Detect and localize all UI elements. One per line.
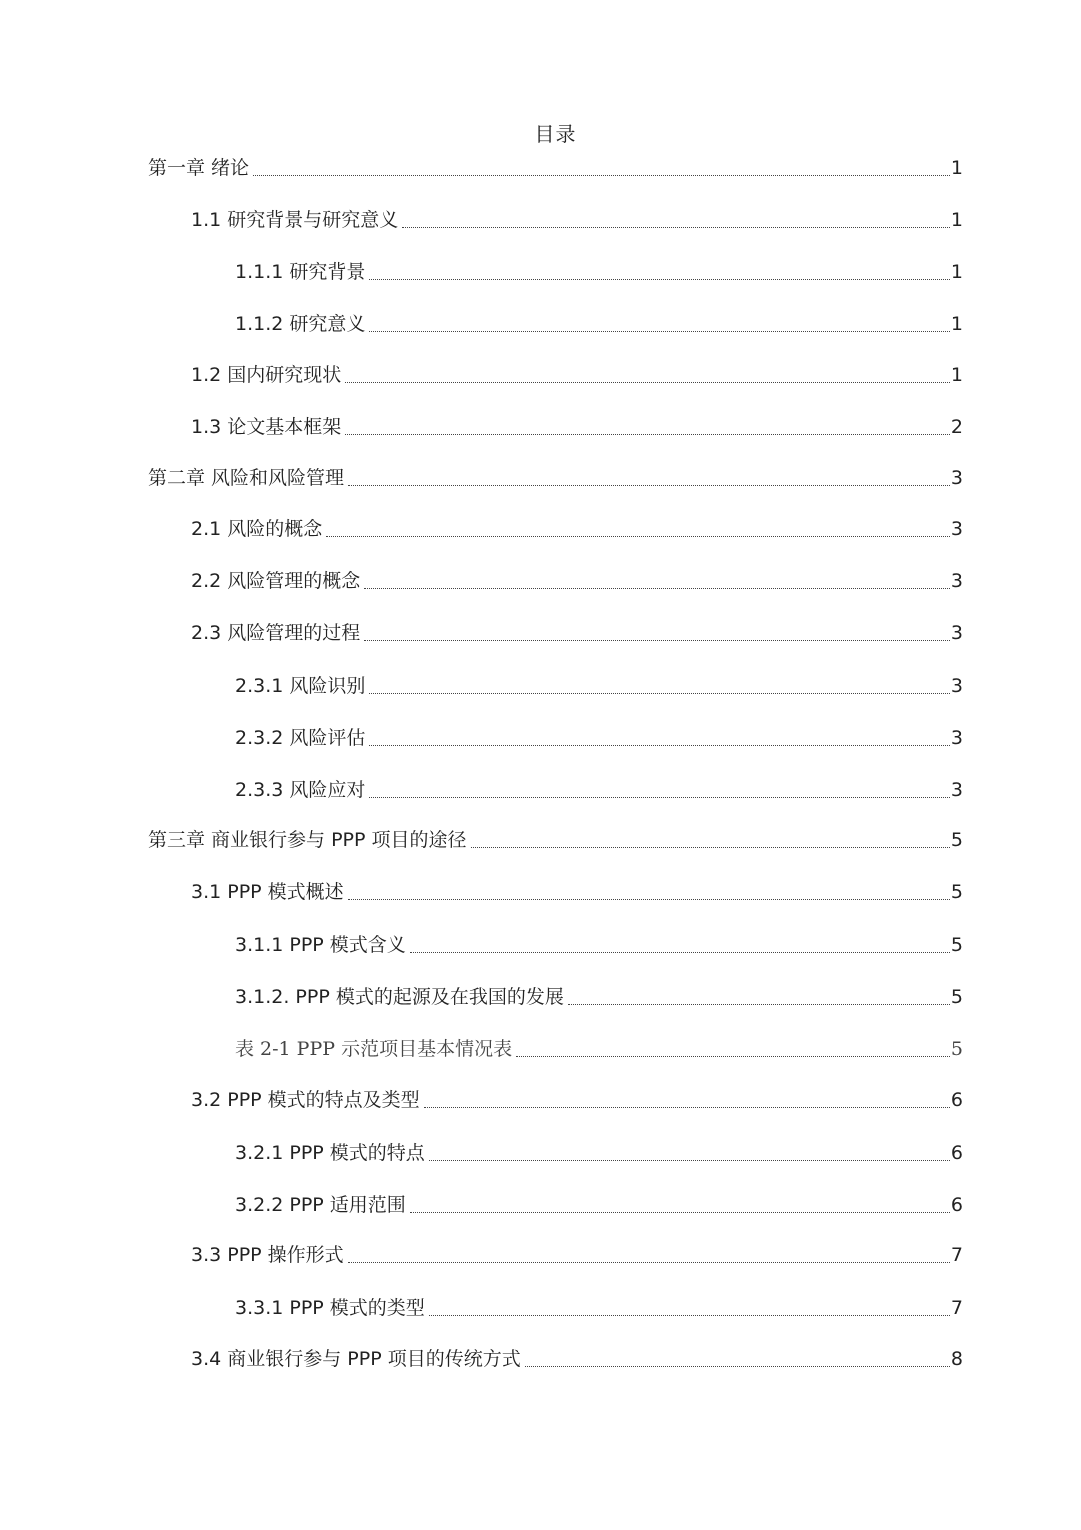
- toc-entry-label: 2.1 风险的概念: [191, 518, 323, 540]
- dot-leader: [568, 1003, 950, 1005]
- toc-entry-label: 3.1.2. PPP 模式的起源及在我国的发展: [235, 986, 564, 1008]
- dot-leader: [525, 1365, 950, 1367]
- toc-entry-page-number: 3: [950, 727, 963, 749]
- toc-entry-page-number: 3: [950, 779, 963, 801]
- toc-entry-label: 1.2 国内研究现状: [191, 364, 342, 386]
- toc-entry-label: 1.1.1 研究背景: [235, 261, 366, 283]
- toc-entry-section-2-3-3[interactable]: [235, 773, 963, 803]
- toc-entry-page-number: 3: [950, 622, 963, 644]
- toc-entry-page-number: 1: [950, 364, 963, 386]
- dot-leader: [402, 226, 950, 228]
- toc-entry-label: 第二章 风险和风险管理: [148, 467, 345, 489]
- dot-leader: [364, 639, 950, 641]
- dot-leader: [424, 1106, 950, 1108]
- dot-leader: [348, 898, 950, 900]
- dot-leader: [345, 433, 950, 435]
- toc-entry-page-number: 5: [950, 986, 963, 1008]
- dot-leader: [410, 1211, 950, 1213]
- toc-entry-page-number: 5: [950, 1038, 963, 1060]
- toc-entry-page-number: 8: [950, 1348, 963, 1370]
- toc-entry-section-3-3[interactable]: [191, 1238, 963, 1268]
- toc-entry-label: 3.2.2 PPP 适用范围: [235, 1194, 406, 1216]
- dot-leader: [369, 330, 950, 332]
- dot-leader: [516, 1055, 950, 1057]
- toc-entry-label: 1.1 研究背景与研究意义: [191, 209, 399, 231]
- toc-entry-section-3-2-2[interactable]: [235, 1188, 963, 1218]
- toc-entry-chapter-2[interactable]: [148, 461, 963, 491]
- toc-entry-page-number: 1: [950, 209, 963, 231]
- toc-entry-label: 3.1.1 PPP 模式含义: [235, 934, 406, 956]
- toc-entry-page-number: 5: [950, 881, 963, 903]
- toc-entry-label: 2.3.3 风险应对: [235, 779, 366, 801]
- toc-entry-chapter-1[interactable]: [148, 151, 963, 181]
- toc-entry-label: 2.2 风险管理的概念: [191, 570, 361, 592]
- toc-entry-label: 3.4 商业银行参与 PPP 项目的传统方式: [191, 1348, 521, 1370]
- dot-leader: [348, 1261, 950, 1263]
- toc-entry-label: 表 2-1 PPP 示范项目基本情况表: [235, 1038, 513, 1060]
- toc-entry-label: 第一章 绪论: [148, 157, 250, 179]
- toc-entry-page-number: 1: [950, 261, 963, 283]
- toc-entry-page-number: 5: [950, 934, 963, 956]
- toc-entry-chapter-3[interactable]: [148, 823, 963, 853]
- dot-leader: [429, 1314, 950, 1316]
- toc-entry-page-number: 6: [950, 1142, 963, 1164]
- toc-entry-table-2-1[interactable]: [235, 1032, 963, 1062]
- toc-entry-label: 3.3.1 PPP 模式的类型: [235, 1297, 425, 1319]
- toc-entry-label: 1.1.2 研究意义: [235, 313, 366, 335]
- dot-leader: [348, 484, 950, 486]
- toc-entry-page-number: 6: [950, 1089, 963, 1111]
- dot-leader: [364, 587, 950, 589]
- toc-entry-section-1-2[interactable]: [191, 358, 963, 388]
- toc-entry-page-number: 3: [950, 570, 963, 592]
- dot-leader: [345, 381, 950, 383]
- dot-leader: [429, 1159, 950, 1161]
- toc-entry-page-number: 6: [950, 1194, 963, 1216]
- toc-entry-label: 1.3 论文基本框架: [191, 416, 342, 438]
- toc-entry-label: 2.3.1 风险识别: [235, 675, 366, 697]
- toc-entry-page-number: 1: [950, 157, 963, 179]
- toc-entry-page-number: 7: [950, 1297, 963, 1319]
- dot-leader: [369, 796, 950, 798]
- toc-entry-label: 3.1 PPP 模式概述: [191, 881, 344, 903]
- toc-entry-section-3-1-1[interactable]: [235, 928, 963, 958]
- toc-entry-label: 3.2 PPP 模式的特点及类型: [191, 1089, 420, 1111]
- dot-leader: [369, 278, 950, 280]
- toc-entry-label: 3.2.1 PPP 模式的特点: [235, 1142, 425, 1164]
- dot-leader: [410, 951, 950, 953]
- toc-entry-section-3-2-1[interactable]: [235, 1136, 963, 1166]
- toc-entry-section-1-1[interactable]: [191, 203, 963, 233]
- toc-entry-section-3-3-1[interactable]: [235, 1291, 963, 1321]
- dot-leader: [369, 744, 950, 746]
- toc-entry-page-number: 3: [950, 675, 963, 697]
- toc-entry-page-number: 3: [950, 467, 963, 489]
- toc-entry-section-1-3[interactable]: [191, 410, 963, 440]
- dot-leader: [326, 535, 950, 537]
- toc-entry-page-number: 2: [950, 416, 963, 438]
- toc-entry-label: 2.3 风险管理的过程: [191, 622, 361, 644]
- dot-leader: [471, 846, 950, 848]
- toc-entry-section-3-1[interactable]: [191, 875, 963, 905]
- toc-entry-section-1-1-2[interactable]: [235, 307, 963, 337]
- toc-title: 目录: [534, 122, 577, 146]
- toc-entry-section-3-1-2[interactable]: [235, 980, 963, 1010]
- toc-entry-section-2-1[interactable]: [191, 512, 963, 542]
- toc-entry-page-number: 1: [950, 313, 963, 335]
- toc-entry-page-number: 5: [950, 829, 963, 851]
- toc-entry-section-1-1-1[interactable]: [235, 255, 963, 285]
- toc-entry-section-3-2[interactable]: [191, 1083, 963, 1113]
- toc-entry-section-3-4[interactable]: [191, 1342, 963, 1372]
- dot-leader: [369, 692, 950, 694]
- toc-entry-section-2-3[interactable]: [191, 616, 963, 646]
- toc-entry-label: 2.3.2 风险评估: [235, 727, 366, 749]
- toc-entry-section-2-2[interactable]: [191, 564, 963, 594]
- toc-entry-label: 3.3 PPP 操作形式: [191, 1244, 344, 1266]
- dot-leader: [253, 174, 950, 176]
- toc-entry-section-2-3-2[interactable]: [235, 721, 963, 751]
- toc-entry-section-2-3-1[interactable]: [235, 669, 963, 699]
- toc-entry-label: 第三章 商业银行参与 PPP 项目的途径: [148, 829, 467, 851]
- toc-entry-page-number: 3: [950, 518, 963, 540]
- toc-entry-page-number: 7: [950, 1244, 963, 1266]
